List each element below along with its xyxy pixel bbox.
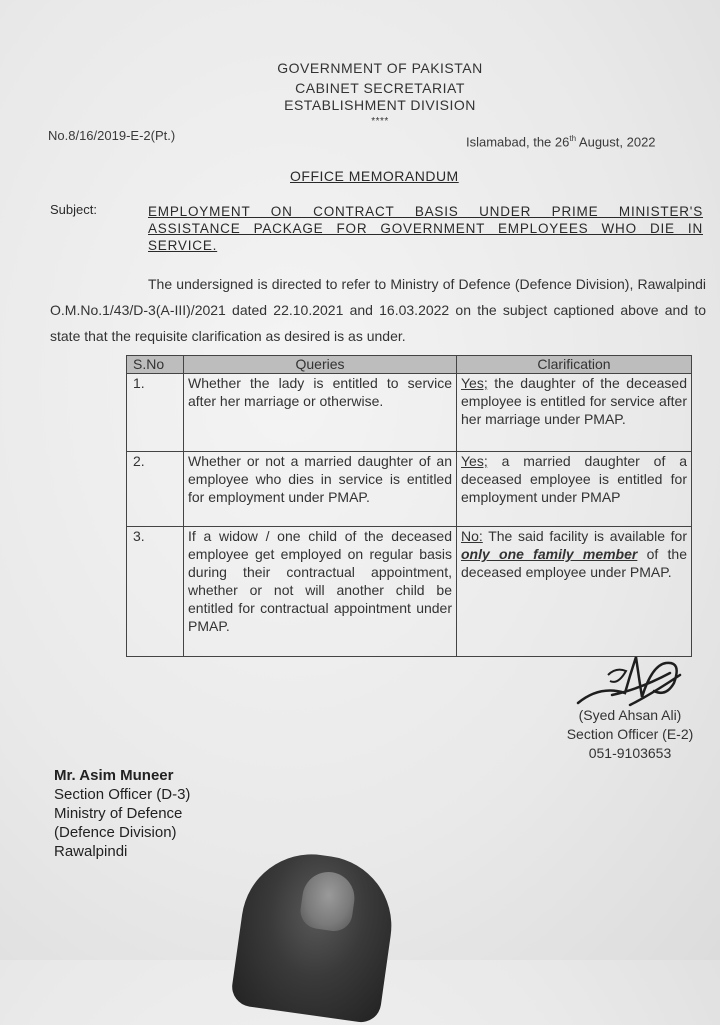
addressee-line: (Defence Division)	[54, 824, 177, 841]
header-cabinet: CABINET SECRETARIAT	[295, 80, 465, 96]
subject-text: EMPLOYMENT ON CONTRACT BASIS UNDER PRIME MINISTER'S ASSISTANCE PACKAGE FOR GOVERNMENT EMPLOYEES WHO DIE IN SERVICE.	[148, 204, 703, 253]
row-query: If a widow / one child of the deceased employee get employed on regular basis during their contractual appointment, whether or not will another child be entitled for contractual appointment under PMAP.	[184, 527, 457, 657]
addressee-line: Section Officer (D-3)	[54, 786, 191, 803]
header-stars: ****	[371, 116, 389, 127]
addressee-block	[54, 766, 190, 861]
clarification-lead: No:	[461, 528, 483, 544]
reference-number: No.8/16/2019-E-2(Pt.)	[48, 128, 176, 143]
clarification-emphasis: only one family member	[461, 546, 638, 562]
date-line: Islamabad, the 26th August, 2022	[466, 134, 656, 150]
table-row	[127, 452, 692, 527]
header-clarification: Clarification	[457, 356, 692, 374]
addressee-line: Rawalpindi	[54, 843, 128, 860]
clarification-lead: Yes;	[461, 453, 488, 469]
clarification-lead: Yes;	[461, 375, 488, 391]
header-sno: S.No	[127, 356, 184, 374]
row-sno: 3.	[127, 527, 184, 657]
row-clarification: Yes; the daughter of the deceased employee is entitled for service after her marriage under PMAP.	[457, 374, 692, 452]
signatory-block	[545, 706, 715, 763]
signatory-phone: 051-9103653	[588, 745, 672, 761]
signatory-designation: Section Officer (E-2)	[566, 726, 694, 742]
thumb-shadow	[230, 845, 401, 1024]
table-row	[127, 374, 692, 452]
subject-label: Subject:	[50, 202, 97, 217]
header-queries: Queries	[184, 356, 457, 374]
addressee-line: Ministry of Defence	[54, 805, 183, 822]
row-sno: 2.	[127, 452, 184, 527]
body-paragraph: The undersigned is directed to refer to Ministry of Defence (Defence Division), Rawalpindi O.M.No.1/43/D-3(A-III)/2021 dated 22.10.2021 and 16.03.2022 on the subject captioned above and to state that the requisite clarification as desired is as under.	[50, 276, 706, 344]
signature-icon	[570, 645, 710, 715]
header-division: ESTABLISHMENT DIVISION	[284, 97, 476, 113]
header-government: GOVERNMENT OF PAKISTAN	[277, 60, 483, 76]
row-sno: 1.	[127, 374, 184, 452]
row-clarification: Yes; a married daughter of a deceased employee is entitled for employment under PMAP	[457, 452, 692, 527]
row-clarification: No: The said facility is available for only one family member of the deceased employee under PMAP.	[457, 527, 692, 657]
addressee-name: Mr. Asim Muneer	[54, 767, 174, 784]
row-query: Whether the lady is entitled to service after her marriage or otherwise.	[184, 374, 457, 452]
row-query: Whether or not a married daughter of an employee who dies in service is entitled for employment under PMAP.	[184, 452, 457, 527]
table-header-row	[127, 356, 692, 374]
signatory-name: (Syed Ahsan Ali)	[578, 707, 682, 723]
clarification-table	[126, 355, 692, 657]
memo-title: OFFICE MEMORANDUM	[290, 168, 459, 184]
table-row	[127, 527, 692, 657]
